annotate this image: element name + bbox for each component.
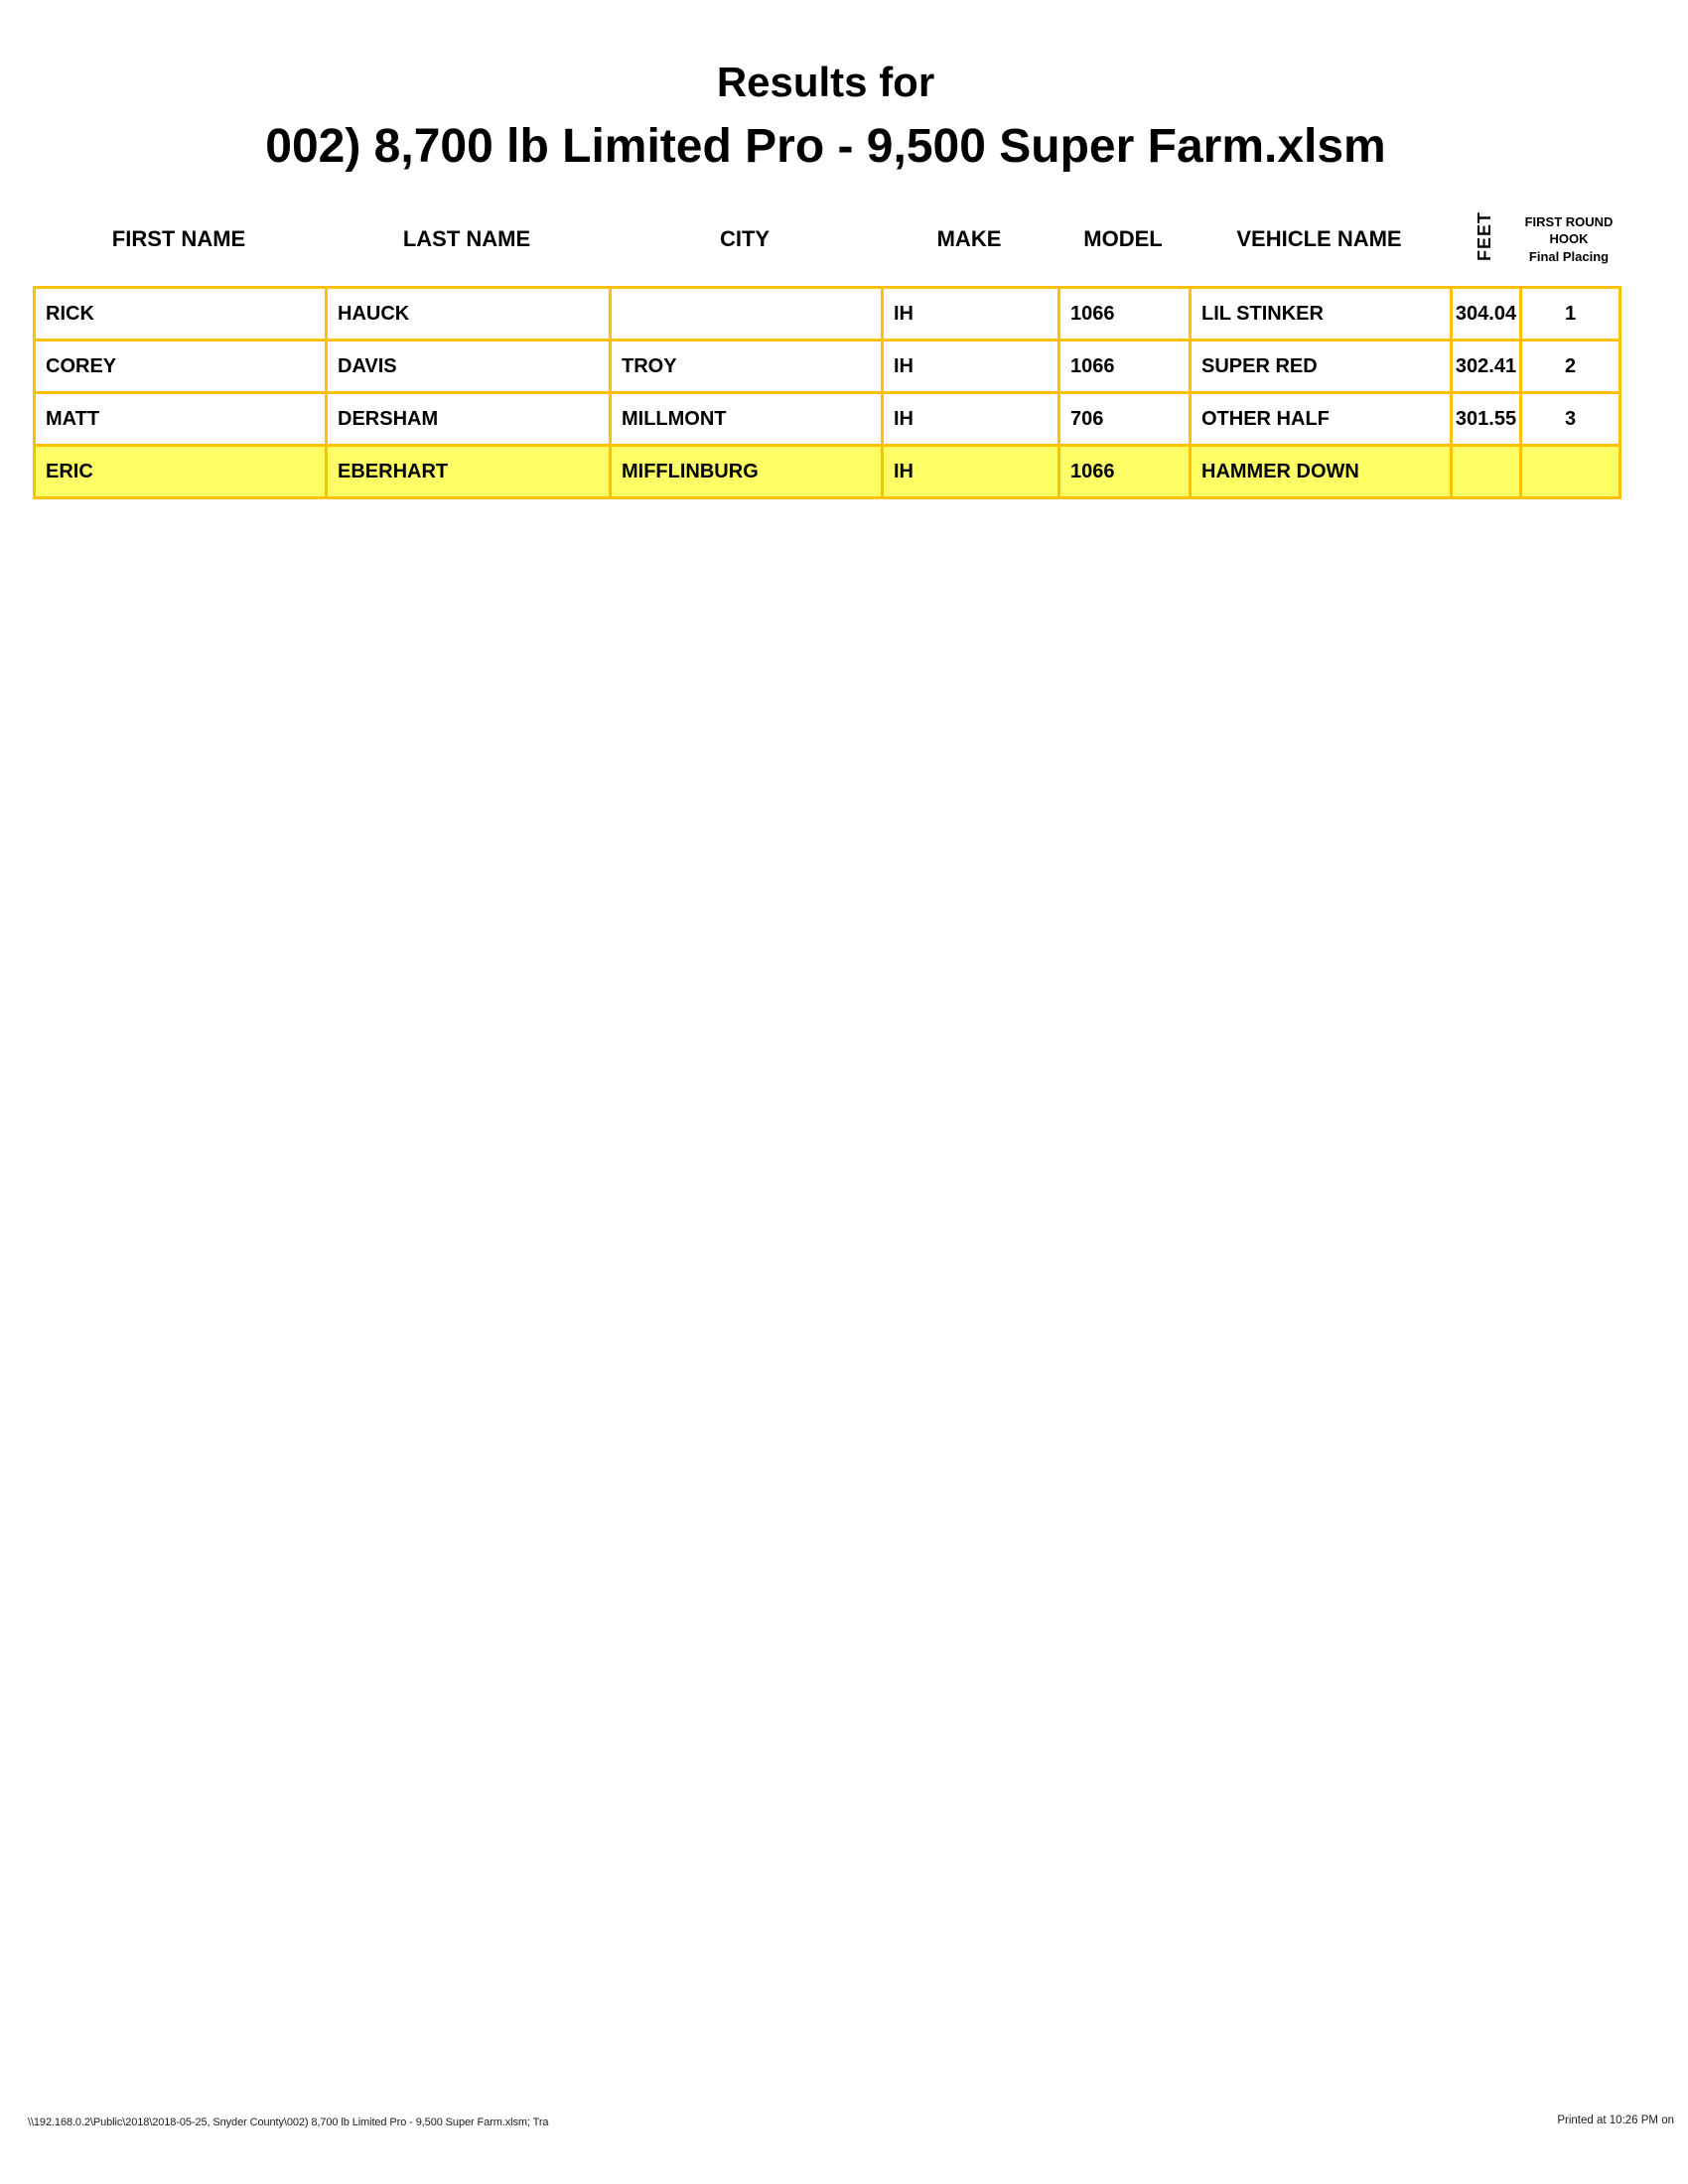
table-header-row bbox=[33, 195, 1618, 284]
column-header-first-name: FIRST NAME bbox=[111, 226, 246, 251]
column-header-first-round-hook-final-placing bbox=[1525, 213, 1614, 266]
cell-first-name: MATT bbox=[35, 393, 327, 446]
table-row bbox=[35, 341, 1620, 393]
cell-city: TROY bbox=[611, 341, 883, 393]
cell-vehicle-name: HAMMER DOWN bbox=[1191, 446, 1452, 498]
cell-first-name: RICK bbox=[35, 288, 327, 341]
cell-feet: 302.41 bbox=[1452, 341, 1521, 393]
cell-model: 1066 bbox=[1059, 288, 1191, 341]
cell-last-name: DAVIS bbox=[327, 341, 611, 393]
cell-placing: 3 bbox=[1521, 393, 1620, 446]
table-row-highlighted bbox=[35, 446, 1620, 498]
column-header-vehicle-name: VEHICLE NAME bbox=[1236, 226, 1402, 251]
cell-city: MILLMONT bbox=[611, 393, 883, 446]
cell-feet bbox=[1452, 446, 1521, 498]
feet-rotated-label: FEET bbox=[1474, 211, 1494, 262]
cell-model: 1066 bbox=[1059, 446, 1191, 498]
cell-last-name: EBERHART bbox=[327, 446, 611, 498]
header-line-final-placing: Final Placing bbox=[1528, 248, 1610, 264]
cell-model: 1066 bbox=[1059, 341, 1191, 393]
cell-last-name: DERSHAM bbox=[327, 393, 611, 446]
cell-city bbox=[611, 288, 883, 341]
cell-first-name: ERIC bbox=[35, 446, 327, 498]
footer-file-path: \\192.168.0.2\Public\2018\2018-05-25, Snyder County\002) 8,700 lb Limited Pro - 9,500 Super Farm.xlsm; Tra bbox=[28, 2116, 549, 2128]
cell-vehicle-name: OTHER HALF bbox=[1191, 393, 1452, 446]
cell-city: MIFFLINBURG bbox=[611, 446, 883, 498]
table-row bbox=[35, 393, 1620, 446]
page-title: Results for bbox=[716, 59, 935, 105]
page-subtitle: 002) 8,700 lb Limited Pro - 9,500 Super Farm.xlsm bbox=[265, 120, 1386, 173]
column-header-model: MODEL bbox=[1083, 226, 1163, 251]
cell-placing: 1 bbox=[1521, 288, 1620, 341]
cell-vehicle-name: SUPER RED bbox=[1191, 341, 1452, 393]
cell-model: 706 bbox=[1059, 393, 1191, 446]
column-header-city: CITY bbox=[719, 226, 771, 251]
cell-feet: 301.55 bbox=[1452, 393, 1521, 446]
cell-make: IH bbox=[883, 288, 1059, 341]
header-line-first-round: FIRST ROUND bbox=[1524, 213, 1614, 229]
cell-vehicle-name: LIL STINKER bbox=[1191, 288, 1452, 341]
header-line-hook: HOOK bbox=[1549, 231, 1589, 247]
cell-make: IH bbox=[883, 446, 1059, 498]
column-header-feet bbox=[1475, 211, 1495, 266]
cell-placing bbox=[1521, 446, 1620, 498]
column-header-make: MAKE bbox=[936, 226, 1002, 251]
column-header-last-name: LAST NAME bbox=[402, 226, 531, 251]
results-table bbox=[33, 286, 1621, 499]
cell-first-name: COREY bbox=[35, 341, 327, 393]
cell-make: IH bbox=[883, 341, 1059, 393]
cell-feet: 304.04 bbox=[1452, 288, 1521, 341]
cell-make: IH bbox=[883, 393, 1059, 446]
footer-print-time: Printed at 10:26 PM on bbox=[1557, 2115, 1674, 2126]
cell-placing: 2 bbox=[1521, 341, 1620, 393]
table-row bbox=[35, 288, 1620, 341]
cell-last-name: HAUCK bbox=[327, 288, 611, 341]
